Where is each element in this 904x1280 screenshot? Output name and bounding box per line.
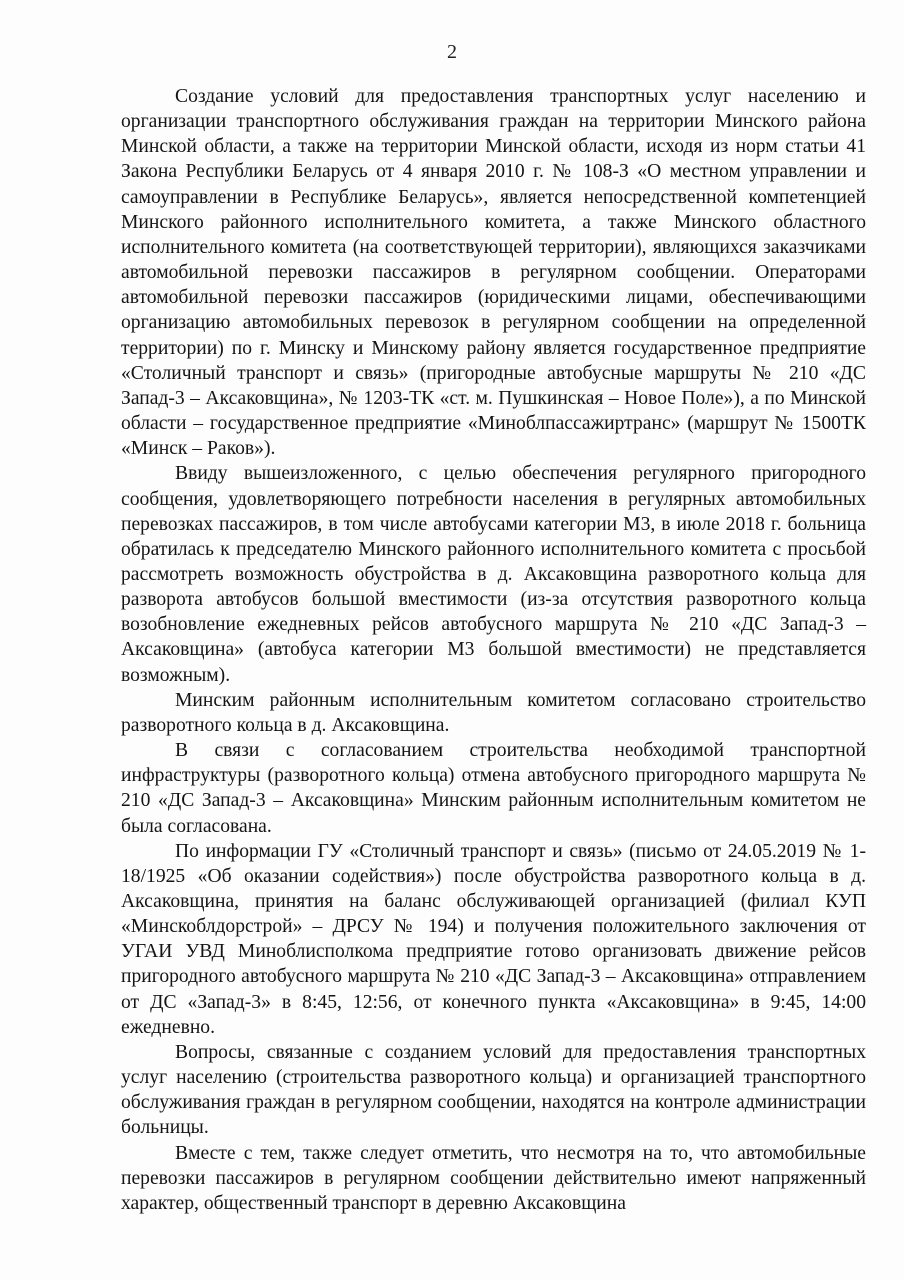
- paragraph: Вместе с тем, также следует отметить, что несмотря на то, что автомобильные перевозки пассажиров в регулярном сообщении действительно имеют напряженный характер, общественный транспорт в деревню Аксаковщина: [121, 1142, 866, 1214]
- paragraph: Вопросы, связанные с созданием условий для предоставления транспортных услуг населению (строительства разворотного кольца) и организацией транспортного обслуживания граждан в регулярном сообщении, находятся на контроле администрации больницы.: [121, 1041, 866, 1139]
- body-text: [121, 84, 866, 1216]
- page-number: 2: [447, 41, 457, 63]
- paragraph: Ввиду вышеизложенного, с целью обеспечения регулярного пригородного сообщения, удовлетворяющего потребности населения в регулярных автомобильных перевозках пассажиров, в том числе автобусами категории М3, в июле 2018 г. больница обратилась к председателю Минского районного исполнительного комитета с просьбой рассмотреть возможность обустройства в д. Аксаковщина разворотного кольца для разворота автобусов большой вместимости (из-за отсутствия разворотного кольца возобновление ежедневных рейсов автобусного маршрута № 210 «ДС Запад-3 – Аксаковщина» (автобуса категории М3 большой вместимости) не представляется возможным).: [121, 463, 866, 686]
- paragraph: В связи с согласованием строительства необходимой транспортной инфраструктуры (разворотного кольца) отмена автобусного пригородного маршрута № 210 «ДС Запад-3 – Аксаковщина» Минским районным исполнительным комитетом не была согласована.: [121, 740, 866, 837]
- paragraph: Создание условий для предоставления транспортных услуг населению и организации транспортного обслуживания граждан на территории Минского района Минской области, а также на территории Минской области, исходя из норм статьи 41 Закона Республики Беларусь от 4 января 2010 г. № 108-З «О местном управлении и самоуправлении в Республике Беларусь», является непосредственной компетенцией Минского районного исполнительного комитета, а также Минского областного исполнительного комитета (на соответствующей территории), являющихся заказчиками автомобильной перевозки пассажиров в регулярном сообщении. Операторами автомобильной перевозки пассажиров (юридическими лицами, обеспечивающими организацию автомобильных перевозок в регулярном сообщении на определенной территории) по г. Минску и Минскому району является государственное предприятие «Столичный транспорт и связь» (пригородные автобусные маршруты № 210 «ДС Запад-3 – Аксаковщина», № 1203-ТК «ст. м. Пушкинская – Новое Поле»), а по Минской области – государственное предприятие «Миноблпассажиртранс» (маршрут № 1500ТК «Минск – Раков»).: [121, 86, 866, 460]
- paragraph: По информации ГУ «Столичный транспорт и связь» (письмо от 24.05.2019 № 1-18/1925 «Об оказании содействия») после обустройства разворотного кольца в д. Аксаковщина, принятия на баланс обслуживающей организацией (филиал КУП «Минскоблдорстрой» – ДРСУ № 194) и получения положительного заключения от УГАИ УВД Миноблисполкома предприятие готово организовать движение рейсов пригородного автобусного маршрута № 210 «ДС Запад-3 – Аксаковщина» отправлением от ДС «Запад-3» в 8:45, 12:56, от конечного пункта «Аксаковщина» в 9:45, 14:00 ежедневно.: [121, 840, 866, 1038]
- paragraph: Минским районным исполнительным комитетом согласовано строительство разворотного кольца в д. Аксаковщина.: [121, 689, 866, 736]
